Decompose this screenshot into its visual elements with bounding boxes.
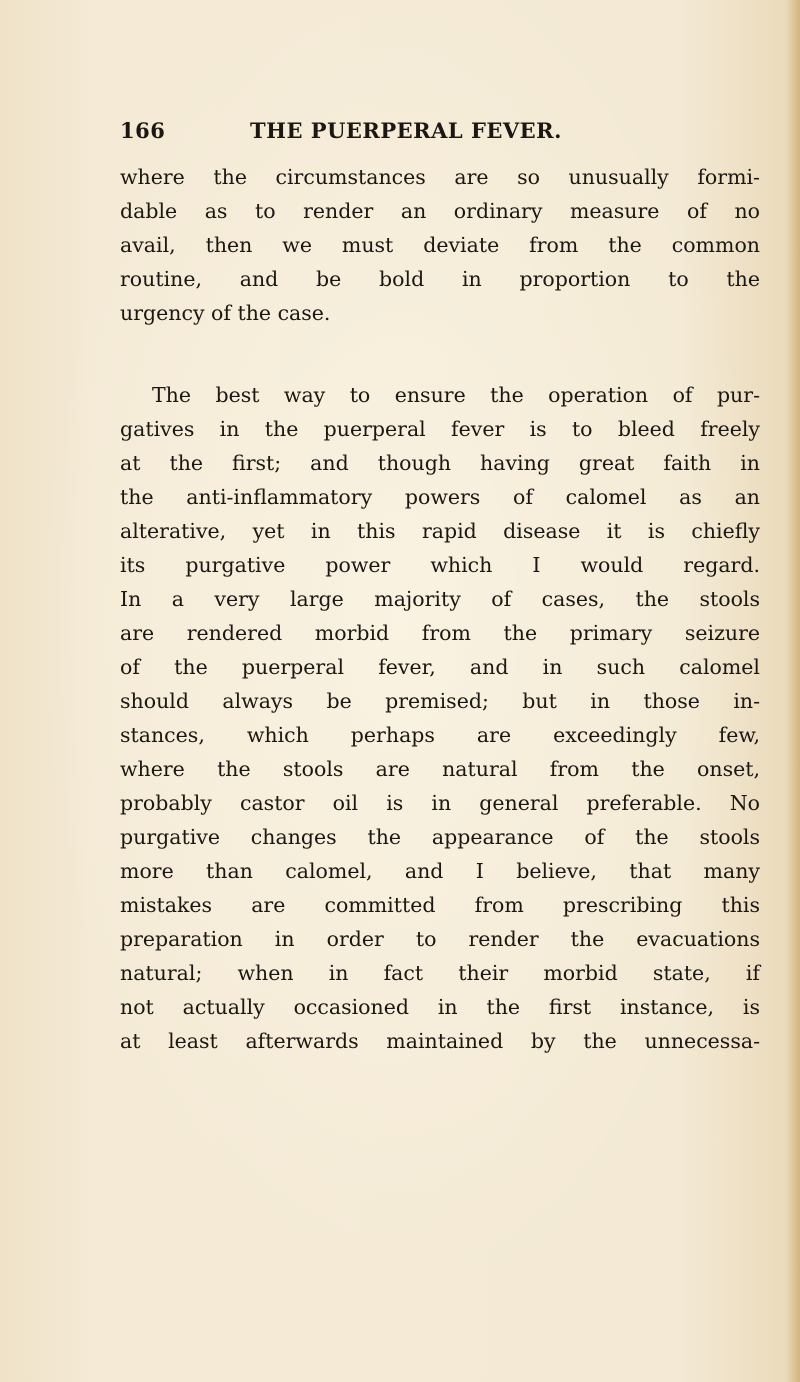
- text-line: at least afterwards maintained by the unnecessa-: [120, 1029, 760, 1053]
- page-header: [120, 118, 760, 152]
- text-line: mistakes are committed from prescribing this: [120, 893, 760, 917]
- text-line: the anti-inflammatory powers of calomel as an: [120, 485, 760, 509]
- paragraph-1: [120, 160, 760, 330]
- text-line: gatives in the puerperal fever is to bleed freely: [120, 417, 760, 441]
- text-line: In a very large majority of cases, the stools: [120, 587, 760, 611]
- text-line: its purgative power which I would regard.: [120, 553, 760, 577]
- text-line: probably castor oil is in general preferable. No: [120, 791, 760, 815]
- paragraph-2: [120, 378, 760, 1058]
- body-text: [120, 160, 760, 1058]
- text-line: urgency of the case.: [120, 301, 331, 325]
- page-number: 166: [120, 118, 166, 143]
- text-line: not actually occasioned in the first instance, is: [120, 995, 760, 1019]
- text-line: The best way to ensure the operation of pur-: [152, 383, 760, 407]
- text-line: are rendered morbid from the primary seizure: [120, 621, 760, 645]
- page-edge: [786, 0, 800, 1382]
- text-line: routine, and be bold in proportion to the: [120, 267, 760, 291]
- text-line: stances, which perhaps are exceedingly few,: [120, 723, 760, 747]
- text-line: natural; when in fact their morbid state, if: [120, 961, 760, 985]
- running-title: THE PUERPERAL FEVER.: [250, 118, 562, 143]
- text-line: purgative changes the appearance of the stools: [120, 825, 760, 849]
- text-line: avail, then we must deviate from the common: [120, 233, 760, 257]
- text-line: alterative, yet in this rapid disease it is chiefly: [120, 519, 760, 543]
- text-line: dable as to render an ordinary measure of no: [120, 199, 760, 223]
- text-line: where the circumstances are so unusually formi-: [120, 165, 760, 189]
- text-line: more than calomel, and I believe, that many: [120, 859, 760, 883]
- text-line: should always be premised; but in those in-: [120, 689, 760, 713]
- text-line: where the stools are natural from the onset,: [120, 757, 760, 781]
- text-line: of the puerperal fever, and in such calomel: [120, 655, 760, 679]
- text-line: preparation in order to render the evacuations: [120, 927, 760, 951]
- paragraph-gap: [120, 330, 760, 378]
- text-line: at the first; and though having great faith in: [120, 451, 760, 475]
